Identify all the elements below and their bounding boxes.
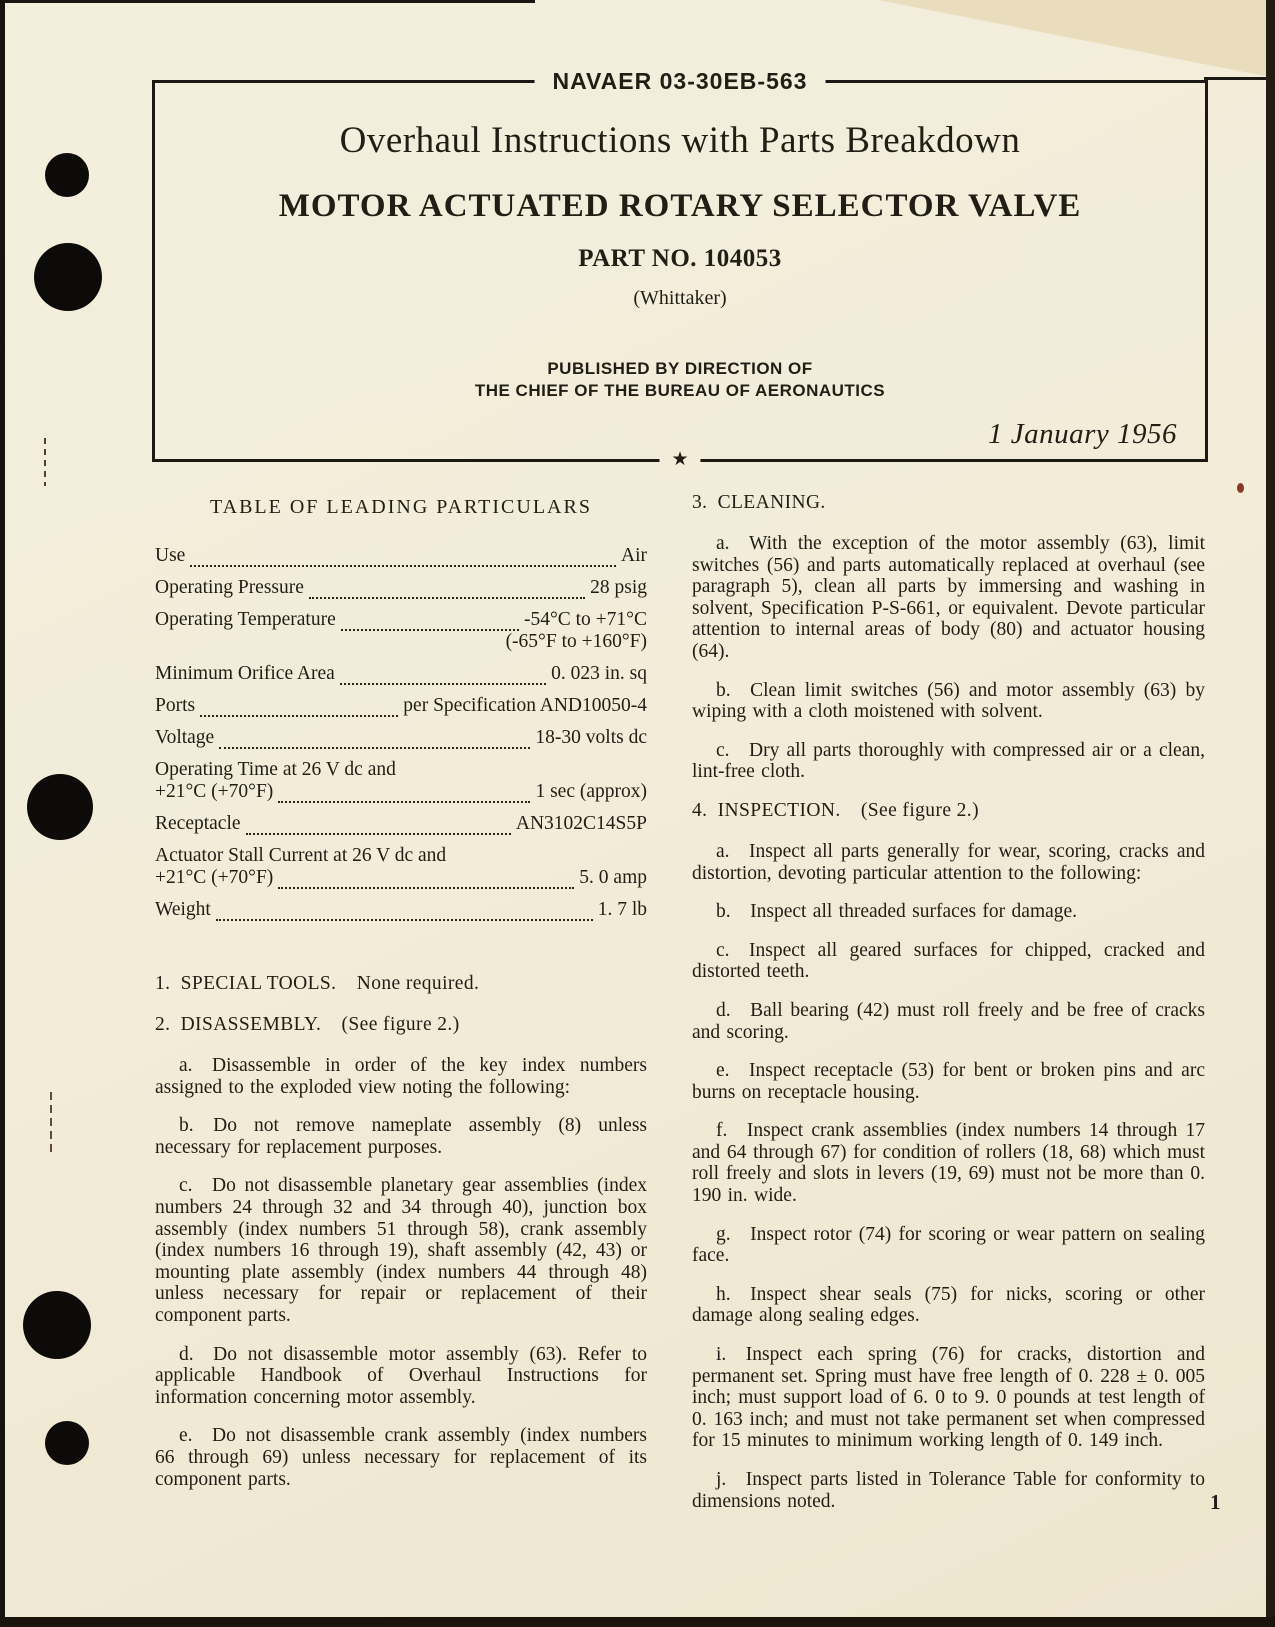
spec-label: Ports bbox=[155, 695, 196, 716]
spec-label: +21°C (+70°F) bbox=[155, 867, 274, 888]
paragraph-a: a. Disassemble in order of the key index numbers assigned to the exploded view noting the following: bbox=[155, 1055, 647, 1098]
particulars-heading: TABLE OF LEADING PARTICULARS bbox=[210, 496, 592, 518]
right-column bbox=[692, 492, 1205, 1529]
spec-label: Operating Temperature bbox=[155, 609, 336, 630]
spec-label: Receptacle bbox=[155, 813, 241, 834]
spec-line bbox=[155, 727, 647, 749]
dot-leader bbox=[341, 624, 519, 631]
spec-value: -54°C to +71°C bbox=[523, 609, 647, 630]
spec-row bbox=[155, 577, 647, 599]
spec-line bbox=[155, 545, 647, 567]
doc-subtitle: MOTOR ACTUATED ROTARY SELECTOR VALVE bbox=[278, 188, 1082, 224]
spec-value: Air bbox=[621, 545, 647, 566]
paragraph-a: a. Inspect all parts generally for wear, scoring, cracks and distortion, devoting particular attention to the following: bbox=[692, 840, 1205, 884]
spec-line bbox=[155, 609, 647, 631]
scan-edge-right bbox=[1266, 0, 1275, 1627]
spec-line bbox=[155, 695, 647, 717]
paragraph-c: c. Dry all parts thoroughly with compressed air or a clean, lint-free cloth. bbox=[692, 739, 1205, 783]
spec-row bbox=[155, 545, 647, 567]
spec-line bbox=[155, 867, 647, 889]
paragraph-c: c. Inspect all geared surfaces for chipped, cracked and distorted teeth. bbox=[692, 939, 1205, 983]
spec-row bbox=[155, 845, 647, 889]
scan-edge-bottom bbox=[0, 1617, 1275, 1627]
paragraph-g: g. Inspect rotor (74) for scoring or wear pattern on sealing face. bbox=[692, 1223, 1205, 1267]
title-block-box bbox=[152, 68, 1208, 470]
published-line-1: PUBLISHED BY DIRECTION OF bbox=[547, 359, 813, 378]
spec-row bbox=[155, 759, 647, 803]
spec-row bbox=[155, 663, 647, 685]
spec-value: 0. 023 in. sq bbox=[551, 663, 647, 684]
binding-dot bbox=[34, 243, 102, 311]
dot-leader bbox=[246, 828, 511, 835]
published-line-2: THE CHIEF OF THE BUREAU OF AERONAUTICS bbox=[474, 381, 886, 400]
paragraph-a: a. With the exception of the motor assembly (63), limit switches (56) and parts automatically replaced at overhaul (see paragraph 5), clean all parts by immersing and washing in solvent, Specification P-S-661, or equivalent. Devote particular attention to internal areas of body (80) and actuator housing (64). bbox=[692, 533, 1205, 662]
star-icon: ★ bbox=[659, 447, 700, 473]
section-heading: 3. CLEANING. bbox=[692, 492, 826, 513]
paragraph-h: h. Inspect shear seals (75) for nicks, scoring or other damage along sealing edges. bbox=[692, 1283, 1205, 1327]
spec-row bbox=[155, 609, 647, 653]
paragraph-e: e. Do not disassemble crank assembly (index numbers 66 through 69) unless necessary for replacement of its component parts. bbox=[155, 1425, 647, 1490]
paragraph-b: b. Do not remove nameplate assembly (8) unless necessary for replacement purposes. bbox=[155, 1115, 647, 1158]
spec-value: (-65°F to +160°F) bbox=[505, 631, 647, 652]
doc-title: Overhaul Instructions with Parts Breakdown bbox=[339, 120, 1021, 161]
dot-leader bbox=[278, 882, 574, 889]
binding-dot bbox=[23, 1291, 91, 1359]
published-by bbox=[155, 358, 1205, 402]
spec-line bbox=[155, 759, 647, 781]
manufacturer: (Whittaker) bbox=[633, 287, 727, 309]
paragraph-d: d. Do not disassemble motor assembly (63). Refer to applicable Handbook of Overhaul Instructions for information concerning motor assembly. bbox=[155, 1343, 647, 1408]
binding-dot bbox=[27, 774, 93, 840]
spec-row bbox=[155, 899, 647, 921]
scan-edge-top bbox=[0, 0, 535, 3]
spec-value: AN3102C14S5P bbox=[515, 813, 647, 834]
section-heading: 4. INSPECTION. (See figure 2.) bbox=[692, 799, 979, 821]
left-column bbox=[155, 492, 647, 1507]
page-number: 1 bbox=[1210, 1490, 1221, 1514]
paragraph-j: j. Inspect parts listed in Tolerance Table for conformity to dimensions noted. bbox=[692, 1469, 1205, 1512]
spec-line bbox=[155, 781, 647, 803]
part-number: PART NO. 104053 bbox=[578, 245, 782, 272]
paragraph-e: e. Inspect receptacle (53) for bent or broken pins and arc burns on receptacle housing. bbox=[692, 1060, 1205, 1103]
binding-dot bbox=[45, 1421, 89, 1465]
spec-row bbox=[155, 695, 647, 717]
spec-label: Operating Pressure bbox=[155, 577, 304, 598]
spec-value: per Specification AND10050-4 bbox=[403, 695, 647, 716]
dot-leader bbox=[216, 914, 593, 921]
border-line-extension bbox=[1204, 77, 1275, 80]
paragraph-c: c. Do not disassemble planetary gear assemblies (index numbers 24 through 32 and 34 through 40), junction box assembly (index numbers 51 through 58), crank assembly (index numbers 16 through 19), shaft assembly (42, 43) or mounting plate assembly (index numbers 44 through 48) unless necessary for repair or replacement of their component parts. bbox=[155, 1175, 647, 1326]
paragraph-b: b. Clean limit switches (56) and motor assembly (63) by wiping with a cloth moistened with solvent. bbox=[692, 679, 1205, 723]
paragraph-f: f. Inspect crank assemblies (index numbers 14 through 17 and 64 through 67) for condition of rollers (18, 68) which must roll freely and slots in levers (19, 69) must not be more than 0. 190 in. wide. bbox=[692, 1120, 1205, 1207]
publish-date: 1 January 1956 bbox=[987, 418, 1177, 450]
paragraph-i: i. Inspect each spring (76) for cracks, distortion and permanent set. Spring must have free length of 0. 228 ± 0. 005 inch; must support load of 6. 0 to 9. 0 pounds at test length of 0. 163 inch; and must not take permanent set when compressed for 15 minutes to minimum working length of 0. 149 inch. bbox=[692, 1344, 1205, 1452]
spec-value: 5. 0 amp bbox=[579, 867, 647, 888]
spec-line bbox=[155, 813, 647, 835]
dot-leader bbox=[278, 796, 530, 803]
paragraph-d: d. Ball bearing (42) must roll freely and be free of cracks and scoring. bbox=[692, 999, 1205, 1043]
spec-row bbox=[155, 727, 647, 749]
right-text-blocks bbox=[692, 492, 1205, 1512]
spec-line bbox=[155, 663, 647, 685]
spec-value: 1 sec (approx) bbox=[535, 781, 647, 802]
spec-value: 18-30 volts dc bbox=[535, 727, 647, 748]
spec-label: Minimum Orifice Area bbox=[155, 663, 335, 684]
spec-label: Weight bbox=[155, 899, 211, 920]
scan-edge-left bbox=[0, 0, 5, 1627]
ink-smudge bbox=[44, 438, 46, 486]
particulars-table bbox=[155, 545, 647, 921]
ink-smudge bbox=[50, 1092, 52, 1156]
dot-leader bbox=[219, 742, 530, 749]
spec-row bbox=[155, 813, 647, 835]
spec-label: Actuator Stall Current at 26 V dc and bbox=[155, 845, 447, 866]
section-heading: 1. SPECIAL TOOLS. None required. bbox=[155, 973, 480, 994]
spec-label: Use bbox=[155, 545, 186, 566]
spec-line bbox=[155, 845, 647, 867]
paper-speck bbox=[1237, 483, 1244, 493]
spec-value: 28 psig bbox=[590, 577, 647, 598]
spec-label: Operating Time at 26 V dc and bbox=[155, 759, 396, 780]
dot-leader bbox=[340, 678, 546, 685]
doc-number: NAVAER 03-30EB-563 bbox=[535, 68, 826, 95]
spec-line bbox=[155, 577, 647, 599]
section-heading: 2. DISASSEMBLY. (See figure 2.) bbox=[155, 1014, 460, 1035]
spec-label: +21°C (+70°F) bbox=[155, 781, 274, 802]
binding-dot bbox=[45, 153, 89, 197]
dot-leader bbox=[200, 710, 398, 717]
dot-leader bbox=[309, 592, 585, 599]
spec-value: 1. 7 lb bbox=[597, 899, 647, 920]
spec-label: Voltage bbox=[155, 727, 215, 748]
spec-line bbox=[155, 631, 647, 653]
dot-leader bbox=[190, 560, 616, 567]
left-text-blocks bbox=[155, 973, 647, 1490]
paragraph-b: b. Inspect all threaded surfaces for damage. bbox=[716, 901, 1078, 923]
spec-line bbox=[155, 899, 647, 921]
paper-corner-fold bbox=[878, 0, 1275, 78]
